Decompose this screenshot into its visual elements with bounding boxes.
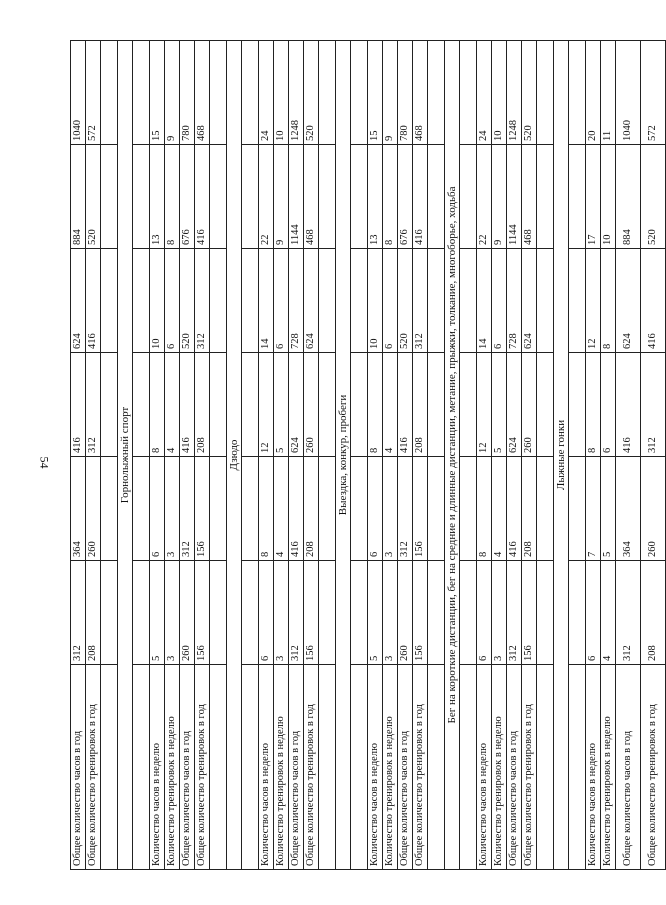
value-cell: 8 — [165, 145, 180, 249]
empty-cell — [537, 249, 554, 353]
table-row — [492, 41, 507, 870]
value-cell: 10 — [601, 145, 616, 249]
empty-cell — [351, 457, 368, 561]
value-cell: 520 — [304, 41, 319, 145]
empty-cell — [319, 561, 336, 665]
row-label: Количество тренировок в неделю — [601, 665, 616, 870]
value-cell: 260 — [398, 561, 413, 665]
value-cell: 3 — [274, 561, 289, 665]
value-cell: 9 — [492, 145, 507, 249]
empty-cell — [569, 41, 586, 145]
value-cell: 364 — [71, 457, 86, 561]
row-label: Общее количество тренировок в год — [304, 665, 319, 870]
value-cell: 3 — [165, 457, 180, 561]
value-cell: 156 — [195, 457, 210, 561]
empty-cell — [242, 353, 259, 457]
value-cell: 22 — [477, 145, 492, 249]
value-cell: 24 — [259, 41, 274, 145]
value-cell: 728 — [289, 249, 304, 353]
value-cell: 416 — [71, 353, 86, 457]
value-cell: 24 — [477, 41, 492, 145]
value-cell: 416 — [398, 353, 413, 457]
spacer-row — [133, 41, 150, 870]
value-cell: 3 — [492, 561, 507, 665]
value-cell: 4 — [165, 353, 180, 457]
table-row — [601, 41, 616, 870]
empty-cell — [351, 353, 368, 457]
table-row — [383, 41, 398, 870]
table-row — [71, 41, 86, 870]
empty-cell — [351, 249, 368, 353]
empty-cell — [319, 665, 336, 870]
value-cell: 8 — [259, 457, 274, 561]
row-label: Общее количество тренировок в год — [86, 665, 101, 870]
spacer-row — [101, 41, 118, 870]
value-cell: 6 — [383, 249, 398, 353]
table-row — [477, 41, 492, 870]
value-cell: 572 — [86, 41, 101, 145]
table-row — [507, 41, 522, 870]
value-cell: 520 — [522, 41, 537, 145]
rotated-table-container — [70, 40, 658, 870]
value-cell: 728 — [507, 249, 522, 353]
empty-cell — [133, 145, 150, 249]
value-cell: 156 — [304, 561, 319, 665]
value-cell: 3 — [383, 457, 398, 561]
spacer-row — [210, 41, 227, 870]
empty-cell — [319, 41, 336, 145]
spacer-row — [537, 41, 554, 870]
row-label: Количество часов в неделю — [259, 665, 274, 870]
row-label: Общее количество часов в год — [398, 665, 413, 870]
value-cell: 520 — [398, 249, 413, 353]
empty-cell — [210, 249, 227, 353]
value-cell: 260 — [180, 561, 195, 665]
empty-cell — [133, 353, 150, 457]
empty-cell — [460, 353, 477, 457]
empty-cell — [101, 665, 118, 870]
empty-cell — [101, 353, 118, 457]
empty-cell — [537, 665, 554, 870]
value-cell: 15 — [368, 41, 383, 145]
table-row — [304, 41, 319, 870]
value-cell: 8 — [383, 145, 398, 249]
value-cell: 416 — [180, 353, 195, 457]
value-cell: 416 — [641, 249, 666, 353]
table-row — [289, 41, 304, 870]
value-cell: 14 — [259, 249, 274, 353]
table-row — [274, 41, 289, 870]
empty-cell — [428, 457, 445, 561]
value-cell: 4 — [383, 353, 398, 457]
row-label: Общее количество часов в год — [180, 665, 195, 870]
value-cell: 624 — [71, 249, 86, 353]
value-cell: 884 — [616, 145, 641, 249]
empty-cell — [319, 457, 336, 561]
table-row — [195, 41, 210, 870]
table-row — [522, 41, 537, 870]
value-cell: 364 — [616, 457, 641, 561]
value-cell: 312 — [507, 561, 522, 665]
empty-cell — [537, 561, 554, 665]
value-cell: 5 — [601, 457, 616, 561]
row-label: Количество тренировок в неделю — [492, 665, 507, 870]
value-cell: 156 — [413, 457, 428, 561]
empty-cell — [242, 145, 259, 249]
value-cell: 156 — [413, 561, 428, 665]
value-cell: 17 — [586, 145, 601, 249]
value-cell: 156 — [522, 561, 537, 665]
value-cell: 6 — [601, 353, 616, 457]
value-cell: 208 — [195, 353, 210, 457]
value-cell: 468 — [413, 41, 428, 145]
value-cell: 5 — [274, 353, 289, 457]
empty-cell — [242, 457, 259, 561]
value-cell: 624 — [507, 353, 522, 457]
empty-cell — [101, 249, 118, 353]
empty-cell — [242, 561, 259, 665]
value-cell: 624 — [304, 249, 319, 353]
value-cell: 624 — [522, 249, 537, 353]
value-cell: 5 — [150, 561, 165, 665]
section-title: Дзюдо — [227, 41, 242, 870]
empty-cell — [428, 249, 445, 353]
value-cell: 15 — [150, 41, 165, 145]
row-label: Общее количество часов в год — [616, 665, 641, 870]
empty-cell — [460, 41, 477, 145]
value-cell: 8 — [368, 353, 383, 457]
value-cell: 676 — [398, 145, 413, 249]
empty-cell — [460, 249, 477, 353]
empty-cell — [460, 665, 477, 870]
value-cell: 11 — [601, 41, 616, 145]
value-cell: 6 — [368, 457, 383, 561]
empty-cell — [569, 145, 586, 249]
empty-cell — [210, 665, 227, 870]
empty-cell — [460, 561, 477, 665]
value-cell: 416 — [86, 249, 101, 353]
empty-cell — [210, 457, 227, 561]
value-cell: 8 — [586, 353, 601, 457]
value-cell: 780 — [398, 41, 413, 145]
section-heading-row — [554, 41, 569, 870]
empty-cell — [569, 353, 586, 457]
empty-cell — [101, 145, 118, 249]
value-cell: 208 — [522, 457, 537, 561]
value-cell: 10 — [274, 41, 289, 145]
value-cell: 6 — [274, 249, 289, 353]
empty-cell — [428, 353, 445, 457]
row-label: Общее количество тренировок в год — [522, 665, 537, 870]
value-cell: 780 — [180, 41, 195, 145]
section-title: Выездка, конкур, пробеги — [336, 41, 351, 870]
empty-cell — [537, 353, 554, 457]
empty-cell — [210, 145, 227, 249]
spacer-row — [569, 41, 586, 870]
value-cell: 624 — [616, 249, 641, 353]
section-title: Горнолыжный спорт — [118, 41, 133, 870]
value-cell: 6 — [165, 249, 180, 353]
value-cell: 4 — [492, 457, 507, 561]
section-heading-row — [336, 41, 351, 870]
value-cell: 312 — [616, 561, 641, 665]
row-label: Количество тренировок в неделю — [383, 665, 398, 870]
empty-cell — [133, 41, 150, 145]
empty-cell — [242, 41, 259, 145]
value-cell: 520 — [641, 145, 666, 249]
value-cell: 312 — [413, 249, 428, 353]
value-cell: 1040 — [616, 41, 641, 145]
value-cell: 12 — [259, 353, 274, 457]
table-row — [586, 41, 601, 870]
empty-cell — [319, 249, 336, 353]
empty-cell — [351, 561, 368, 665]
value-cell: 22 — [259, 145, 274, 249]
value-cell: 312 — [641, 353, 666, 457]
table-row — [398, 41, 413, 870]
value-cell: 9 — [165, 41, 180, 145]
value-cell: 208 — [413, 353, 428, 457]
value-cell: 260 — [641, 457, 666, 561]
empty-cell — [569, 457, 586, 561]
value-cell: 6 — [259, 561, 274, 665]
empty-cell — [428, 145, 445, 249]
empty-cell — [351, 145, 368, 249]
empty-cell — [537, 145, 554, 249]
value-cell: 312 — [86, 353, 101, 457]
value-cell: 208 — [641, 561, 666, 665]
empty-cell — [133, 457, 150, 561]
section-heading-row — [227, 41, 242, 870]
value-cell: 3 — [383, 561, 398, 665]
value-cell: 1248 — [507, 41, 522, 145]
table-row — [641, 41, 666, 870]
value-cell: 416 — [507, 457, 522, 561]
value-cell: 5 — [492, 353, 507, 457]
value-cell: 14 — [477, 249, 492, 353]
empty-cell — [242, 665, 259, 870]
empty-cell — [101, 457, 118, 561]
section-title: Бег на короткие дистанции, бег на средние и длинные дистанции, метание, прыжки, толкание, многоборье, ходьба — [445, 41, 460, 870]
empty-cell — [101, 41, 118, 145]
section-title: Лыжные гонки — [554, 41, 569, 870]
table-row — [86, 41, 101, 870]
value-cell: 312 — [180, 457, 195, 561]
row-label: Количество тренировок в неделю — [274, 665, 289, 870]
value-cell: 260 — [522, 353, 537, 457]
empty-cell — [133, 249, 150, 353]
value-cell: 416 — [195, 145, 210, 249]
page-number: 54 — [37, 456, 52, 469]
value-cell: 8 — [477, 457, 492, 561]
value-cell: 312 — [71, 561, 86, 665]
value-cell: 468 — [522, 145, 537, 249]
spacer-row — [319, 41, 336, 870]
empty-cell — [133, 561, 150, 665]
value-cell: 312 — [195, 249, 210, 353]
value-cell: 6 — [477, 561, 492, 665]
value-cell: 10 — [150, 249, 165, 353]
value-cell: 9 — [274, 145, 289, 249]
value-cell: 468 — [304, 145, 319, 249]
row-label: Общее количество часов в год — [507, 665, 522, 870]
value-cell: 9 — [383, 41, 398, 145]
value-cell: 6 — [492, 249, 507, 353]
empty-cell — [428, 665, 445, 870]
empty-cell — [133, 665, 150, 870]
value-cell: 312 — [289, 561, 304, 665]
table-row — [180, 41, 195, 870]
row-label: Количество тренировок в неделю — [165, 665, 180, 870]
value-cell: 3 — [165, 561, 180, 665]
row-label: Общее количество часов в год — [289, 665, 304, 870]
value-cell: 156 — [195, 561, 210, 665]
row-label: Общее количество тренировок в год — [641, 665, 666, 870]
empty-cell — [210, 353, 227, 457]
empty-cell — [569, 665, 586, 870]
row-label: Количество часов в неделю — [150, 665, 165, 870]
empty-cell — [351, 665, 368, 870]
value-cell: 260 — [304, 353, 319, 457]
value-cell: 624 — [289, 353, 304, 457]
training-volume-table — [70, 40, 666, 870]
value-cell: 6 — [586, 561, 601, 665]
value-cell: 13 — [150, 145, 165, 249]
value-cell: 884 — [71, 145, 86, 249]
value-cell: 208 — [304, 457, 319, 561]
empty-cell — [319, 353, 336, 457]
section-heading-row — [118, 41, 133, 870]
empty-cell — [537, 41, 554, 145]
table-row — [150, 41, 165, 870]
empty-cell — [351, 41, 368, 145]
value-cell: 468 — [195, 41, 210, 145]
table-row — [259, 41, 274, 870]
row-label: Общее количество тренировок в год — [195, 665, 210, 870]
value-cell: 676 — [180, 145, 195, 249]
value-cell: 572 — [641, 41, 666, 145]
value-cell: 416 — [413, 145, 428, 249]
value-cell: 260 — [86, 457, 101, 561]
value-cell: 10 — [492, 41, 507, 145]
section-heading-row — [445, 41, 460, 870]
row-label: Количество часов в неделю — [368, 665, 383, 870]
spacer-row — [351, 41, 368, 870]
empty-cell — [537, 457, 554, 561]
empty-cell — [242, 249, 259, 353]
value-cell: 13 — [368, 145, 383, 249]
value-cell: 1144 — [507, 145, 522, 249]
value-cell: 520 — [86, 145, 101, 249]
row-label: Количество часов в неделю — [477, 665, 492, 870]
empty-cell — [210, 561, 227, 665]
empty-cell — [210, 41, 227, 145]
empty-cell — [569, 561, 586, 665]
empty-cell — [460, 145, 477, 249]
value-cell: 520 — [180, 249, 195, 353]
spacer-row — [428, 41, 445, 870]
value-cell: 12 — [586, 249, 601, 353]
table-row — [616, 41, 641, 870]
value-cell: 208 — [86, 561, 101, 665]
value-cell: 1040 — [71, 41, 86, 145]
row-label: Количество часов в неделю — [586, 665, 601, 870]
value-cell: 312 — [398, 457, 413, 561]
value-cell: 8 — [150, 353, 165, 457]
row-label: Общее количество тренировок в год — [413, 665, 428, 870]
empty-cell — [428, 41, 445, 145]
value-cell: 416 — [289, 457, 304, 561]
value-cell: 5 — [368, 561, 383, 665]
table-row — [413, 41, 428, 870]
empty-cell — [319, 145, 336, 249]
value-cell: 6 — [150, 457, 165, 561]
empty-cell — [101, 561, 118, 665]
value-cell: 4 — [601, 561, 616, 665]
table-row — [165, 41, 180, 870]
value-cell: 20 — [586, 41, 601, 145]
table-row — [368, 41, 383, 870]
empty-cell — [428, 561, 445, 665]
value-cell: 12 — [477, 353, 492, 457]
row-label: Общее количество часов в год — [71, 665, 86, 870]
value-cell: 416 — [616, 353, 641, 457]
value-cell: 8 — [601, 249, 616, 353]
value-cell: 7 — [586, 457, 601, 561]
value-cell: 4 — [274, 457, 289, 561]
value-cell: 1248 — [289, 41, 304, 145]
empty-cell — [460, 457, 477, 561]
spacer-row — [242, 41, 259, 870]
spacer-row — [460, 41, 477, 870]
value-cell: 10 — [368, 249, 383, 353]
value-cell: 1144 — [289, 145, 304, 249]
empty-cell — [569, 249, 586, 353]
